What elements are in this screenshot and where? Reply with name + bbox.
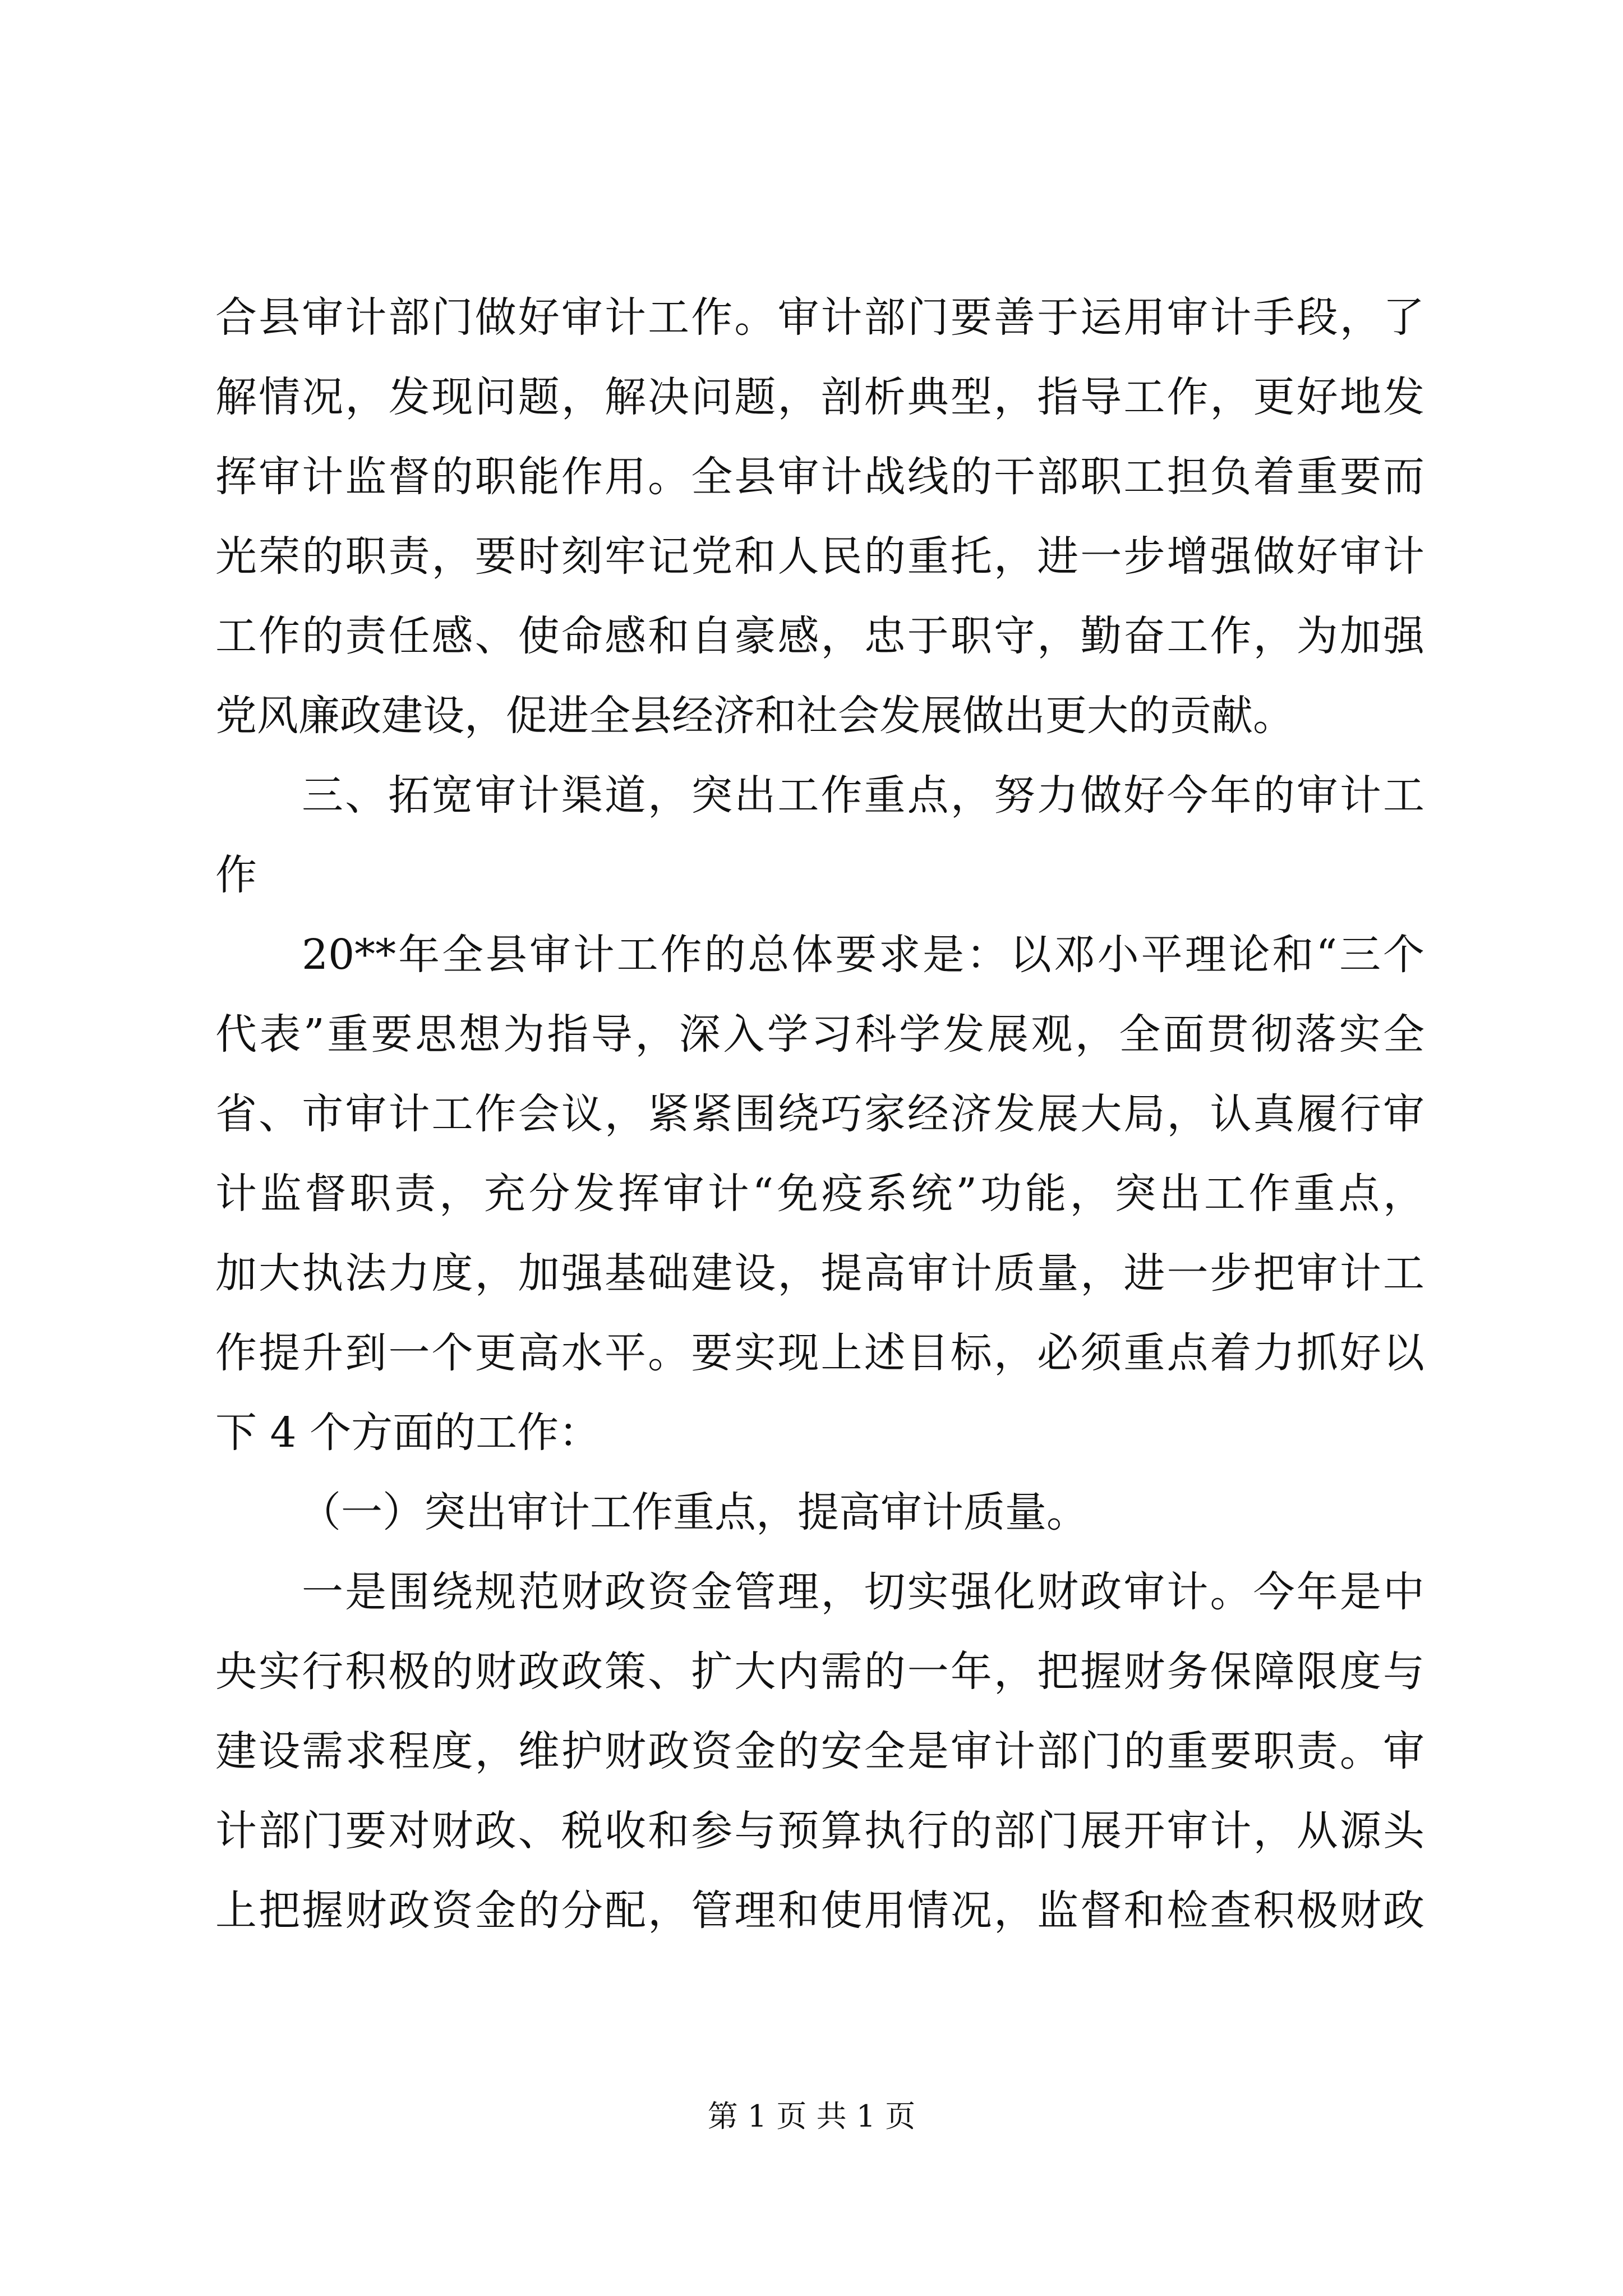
text-line: 建设需求程度，维护财政资金的安全是审计部门的重要职责。审 xyxy=(215,1727,1424,1775)
text-line: 上把握财政资金的分配，管理和使用情况，监督和检查积极财政 xyxy=(215,1887,1424,1935)
text-line: 光荣的职责，要时刻牢记党和人民的重托，进一步增强做好审计 xyxy=(215,532,1424,581)
text-line: 挥审计监督的职能作用。全县审计战线的干部职工担负着重要而 xyxy=(215,453,1424,501)
text-line: 计部门要对财政、税收和参与预算执行的部门展开审计，从源头 xyxy=(215,1807,1424,1855)
text-line: 解情况，发现问题，解决问题，剖析典型，指导工作，更好地发 xyxy=(215,373,1424,421)
page-footer: 第 1 页 共 1 页 xyxy=(707,2099,916,2134)
text-line: 工作的责任感、使命感和自豪感，忠于职守，勤奋工作，为加强 xyxy=(215,612,1424,660)
text-line: 省、市审计工作会议，紧紧围绕巧家经济发展大局，认真履行审 xyxy=(215,1090,1424,1138)
text-line: 央实行积极的财政政策、扩大内需的一年，把握财务保障限度与 xyxy=(215,1648,1424,1696)
section-heading-line: 三、拓宽审计渠道，突出工作重点，努力做好今年的审计工 xyxy=(302,771,1424,820)
subsection-heading-line: （一）突出审计工作重点，提高审计质量。 xyxy=(299,1488,1088,1536)
text-line: 作提升到一个更高水平。要实现上述目标，必须重点着力抓好以 xyxy=(215,1329,1424,1377)
text-line: 下 4 个方面的工作： xyxy=(215,1409,601,1457)
text-line: 代表”重要思想为指导，深入学习科学发展观，全面贯彻落实全 xyxy=(215,1010,1424,1059)
text-line: 20**年全县审计工作的总体要求是：以邓小平理论和“三个 xyxy=(302,931,1424,979)
text-line: 一是围绕规范财政资金管理，切实强化财政审计。今年是中 xyxy=(302,1568,1424,1616)
section-heading-line: 作 xyxy=(215,851,257,899)
text-line: 计监督职责，充分发挥审计“免疫系统”功能，突出工作重点， xyxy=(215,1170,1424,1218)
text-line: 加大执法力度，加强基础建设，提高审计质量，进一步把审计工 xyxy=(215,1249,1424,1297)
document-body xyxy=(215,278,1424,1950)
text-line: 党风廉政建设，促进全县经济和社会发展做出更大的贡献。 xyxy=(215,692,1294,740)
text-line: 合县审计部门做好审计工作。审计部门要善于运用审计手段，了 xyxy=(215,293,1424,342)
